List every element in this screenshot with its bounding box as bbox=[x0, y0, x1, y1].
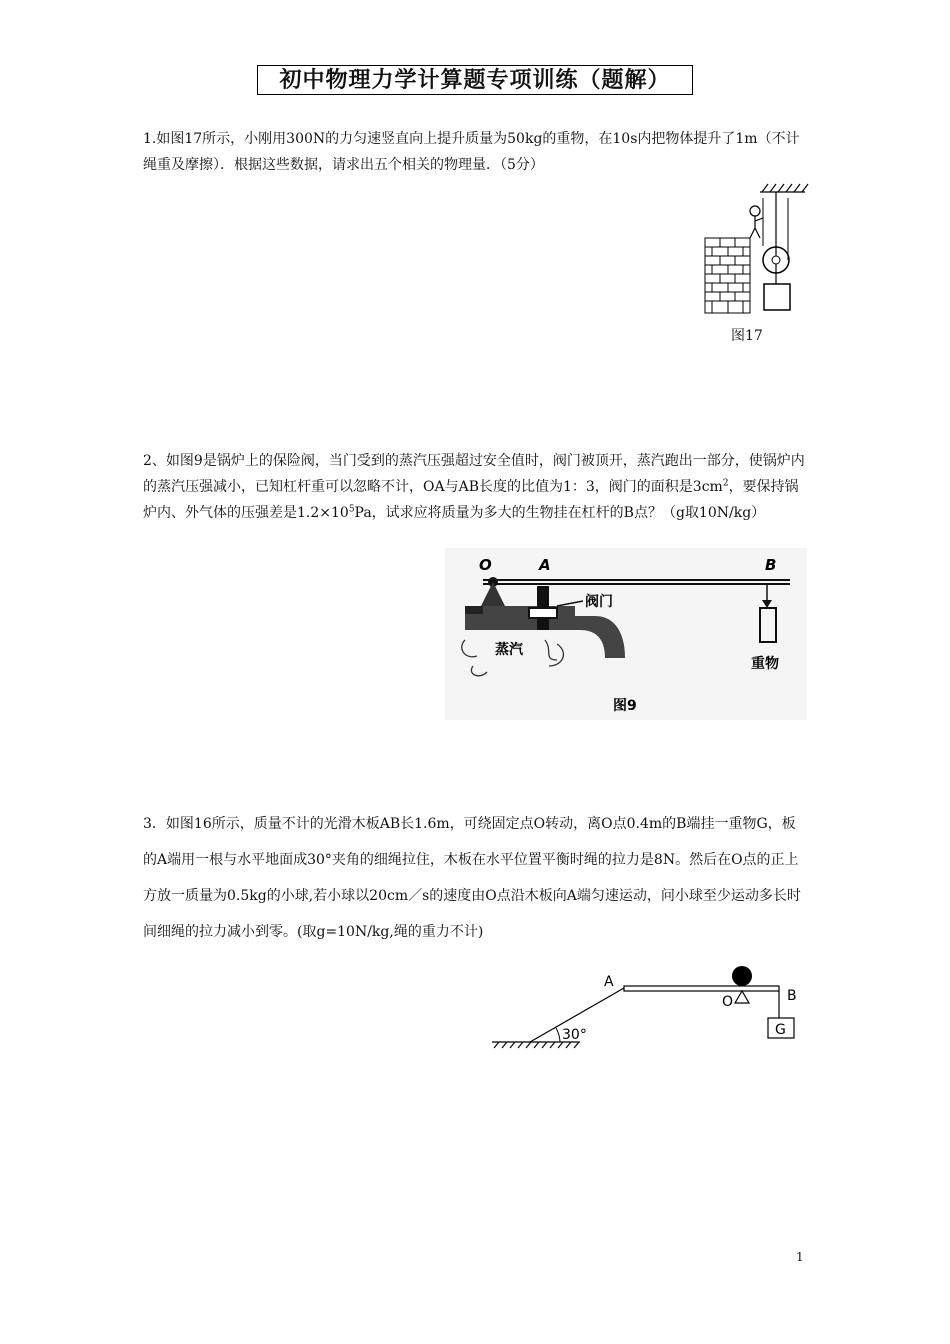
question-3-text: 3．如图16所示，质量不计的光滑木板AB长1.6m，可绕固定点O转动，离O点0.4m的B端挂一重物G，板的A端用一根与水平地面成30°夹角的细绳拉住，木板在水平位置平衡时绳的拉力是8N。然后在O点的正上方放一质量为0.5kg的小球,若小球以20cm／s的速度由O点沿木板向A端匀速运动，问小球至少运动多长时间细绳的拉力减小到零。(取g=10N/kg,绳的重力不计) bbox=[143, 816, 801, 940]
heavy-object bbox=[764, 284, 790, 310]
label-o: O bbox=[722, 994, 734, 1010]
brick-wall bbox=[705, 238, 750, 313]
figure-9-caption: 图9 bbox=[613, 698, 637, 714]
figure-17 bbox=[700, 178, 810, 318]
question-2-text: 2、如图9是锅炉上的保险阀，当门受到的蒸汽压强超过安全值时，阀门被顶开，蒸汽跑出一部分，使锅炉内的蒸汽压强减小，已知杠杆重可以忽略不计，OA与AB长度的比值为1：3，阀门的面积是$3cm^2$，要保持锅炉内、外气体的压强差是$1.2\times 10^5Pa$，试求应将质量为多大的生物挂在杠杆的B点？（g取10N/kg） bbox=[143, 453, 805, 521]
figure-16 bbox=[490, 962, 810, 1050]
ceiling-hatch bbox=[760, 184, 808, 192]
label-g: G bbox=[775, 1022, 786, 1038]
page-number: 1 bbox=[796, 1250, 804, 1264]
question-1-text: 1.如图17所示，小刚用300N的力匀速竖直向上提升质量为50kg的重物，在10s内把物体提升了1m（不计绳重及摩擦）．根据这些数据，请求出五个相关的物理量．（5分） bbox=[143, 131, 800, 173]
label-angle: 30° bbox=[562, 1027, 587, 1043]
label-weight: 重物 bbox=[751, 656, 779, 672]
page-title: 初中物理力学计算题专项训练（题解） bbox=[257, 65, 693, 95]
label-b: B bbox=[787, 988, 797, 1004]
label-a: A bbox=[604, 974, 614, 990]
figure-17-caption: 图17 bbox=[731, 328, 763, 344]
person bbox=[750, 206, 763, 238]
label-a: A bbox=[539, 556, 551, 574]
fulcrum bbox=[735, 991, 749, 1003]
figure-9 bbox=[445, 548, 807, 720]
ball bbox=[732, 966, 752, 986]
label-valve: 阀门 bbox=[585, 594, 613, 610]
label-steam: 蒸汽 bbox=[495, 642, 523, 658]
label-b: B bbox=[765, 556, 777, 574]
label-o: O bbox=[479, 556, 492, 574]
board bbox=[624, 986, 779, 991]
